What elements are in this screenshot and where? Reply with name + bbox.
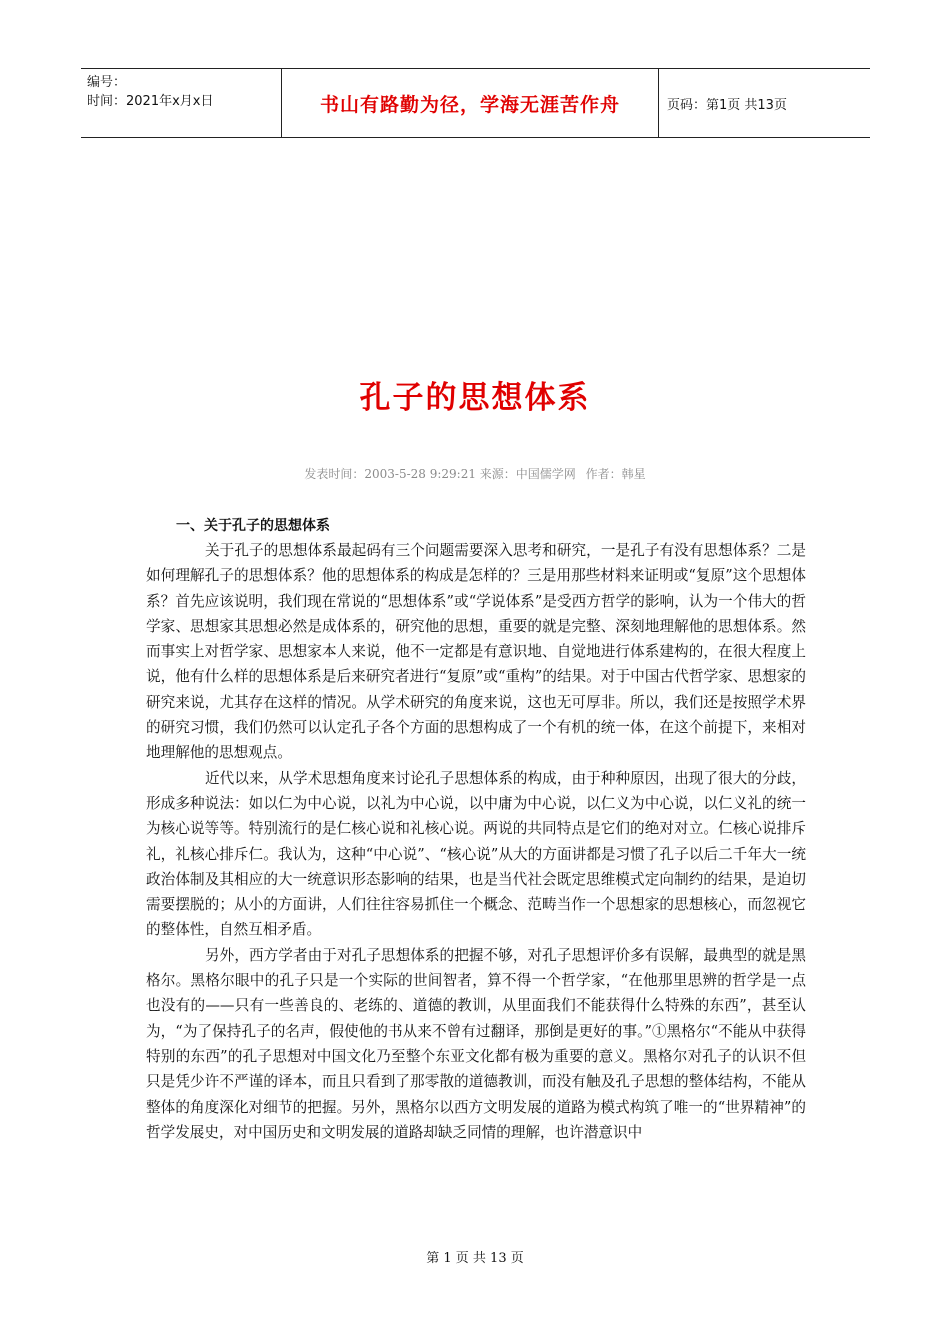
article-meta [0,465,950,482]
meta-author: 作者：韩星 [585,467,646,481]
paragraph: 近代以来，从学术思想角度来讨论孔子思想体系的构成，由于种种原因，出现了很大的分歧，形成多种说法：如以仁为中心说，以礼为中心说，以中庸为中心说，以仁义为中心说，以仁义礼的统一为核心说等等。特别流行的是仁核心说和礼核心说。两说的共同特点是它们的绝对对立。仁核心说排斥礼，礼核心排斥仁。我认为，这种“中心说”、“核心说”从大的方面讲都是习惯了孔子以后二千年大一统政治体制及其相应的大一统意识形态影响的结果，也是当代社会既定思维模式定向制约的结果，是迫切需要摆脱的；从小的方面讲，人们往往容易抓住一个概念、范畴当作一个思想家的思想核心，而忽视它的整体性，自然互相矛盾。 [146,769,806,939]
number-label: 编号： [87,75,127,90]
paragraph: 另外，西方学者由于对孔子思想体系的把握不够，对孔子思想评价多有误解，最典型的就是黑格尔。黑格尔眼中的孔子只是一个实际的世间智者，算不得一个哲学家，“在他那里思辨的哲学是一点也没有的——只有一些善良的、老练的、道德的教训，从里面我们不能获得什么特殊的东西”，甚至认为，“为了保持孔子的名声，假使他的书从来不曾有过翻译，那倒是更好的事。”①黑格尔“不能从中获得特别的东西”的孔子思想对中国文化乃至整个东亚文化都有极为重要的意义。黑格尔对孔子的认识不但只是凭少许不严谨的译本，而且只看到了那零散的道德教训，而没有触及孔子思想的整体结构，不能从整体的角度深化对细节的把握。另外，黑格尔以西方文明发展的道路为模式构筑了唯一的“世界精神”的哲学发展史，对中国历史和文明发展的道路却缺乏同情的理解，也许潜意识中 [146,946,806,1141]
page-label: 页码：第1页 共13页 [667,97,787,113]
time-label: 时间：2021年x月x日 [87,94,214,109]
article-body [146,538,806,1145]
document-header [81,68,870,138]
section-heading: 一、关于孔子的思想体系 [176,518,330,534]
paragraph: 关于孔子的思想体系最起码有三个问题需要深入思考和研究，一是孔子有没有思想体系？二是如何理解孔子的思想体系？他的思想体系的构成是怎样的？三是用那些材料来证明或“复原”这个思想体系？首先应该说明，我们现在常说的“思想体系”或“学说体系”是受西方哲学的影响，认为一个伟大的哲学家、思想家其思想必然是成体系的，研究他的思想，重要的就是完整、深刻地理解他的思想体系。然而事实上对哲学家、思想家本人来说，他不一定都是有意识地、自觉地进行体系建构的，在很大程度上说，他有什么样的思想体系是后来研究者进行“复原”或“重构”的结果。对于中国古代哲学家、思想家的研究来说，尤其存在这样的情况。从学术研究的角度来说，这也无可厚非。所以，我们还是按照学术界的研究习惯，我们仍然可以认定孔子各个方面的思想构成了一个有机的统一体，在这个前提下，来相对地理解他的思想观点。 [146,542,806,762]
header-left-cell [81,69,282,137]
page-footer: 第 1 页 共 13 页 [426,1251,524,1266]
meta-time-source: 发表时间：2003-5-28 9:29:21 来源：中国儒学网 [304,467,576,481]
motto: 书山有路勤为径，学海无涯苦作舟 [282,69,659,137]
article-title: 孔子的思想体系 [359,380,591,416]
